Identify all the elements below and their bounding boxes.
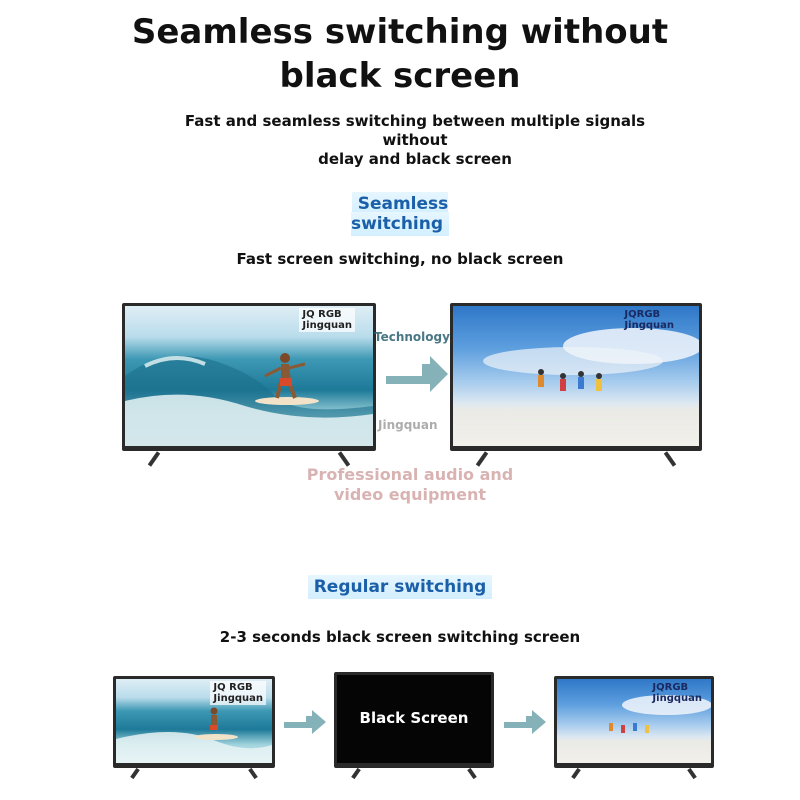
tv-screen-black bbox=[337, 675, 491, 763]
tv-leg bbox=[248, 768, 258, 779]
tv-screen-surf bbox=[116, 679, 272, 763]
seamless-caption: Fast screen switching, no black screen bbox=[236, 250, 564, 268]
tv-frame bbox=[122, 303, 376, 451]
tv-leg bbox=[130, 768, 140, 779]
tv-leg bbox=[467, 768, 477, 779]
watermark-jq-rgb: JQ RGB Jingquan bbox=[210, 681, 266, 705]
tv-leg bbox=[351, 768, 361, 779]
tv-leg bbox=[571, 768, 581, 779]
arrow-right-icon bbox=[282, 708, 328, 736]
tv-frame bbox=[450, 303, 702, 451]
regular-switching-text: Regular switching bbox=[308, 575, 493, 599]
watermark-jqrgb: JQRGB Jingquan bbox=[624, 309, 674, 331]
tv-beach-regular bbox=[554, 676, 714, 778]
black-screen-label: Black Screen bbox=[359, 709, 469, 727]
tv-screen-surf bbox=[125, 306, 373, 446]
tv-beach-seamless bbox=[450, 303, 702, 465]
tv-screen-beach bbox=[453, 306, 699, 446]
regular-caption: 2-3 seconds black screen switching screen bbox=[219, 628, 581, 646]
arrow-right-icon bbox=[382, 348, 452, 394]
title-line-1: Seamless switching without bbox=[131, 12, 669, 52]
subtitle-line-1: Fast and seamless switching between multiple signals without bbox=[184, 112, 646, 149]
tv-leg bbox=[148, 451, 160, 466]
overlay-jingquan: Jingquan bbox=[378, 418, 438, 432]
watermark-jqrgb: JQRGB Jingquan bbox=[652, 682, 702, 704]
tv-frame bbox=[334, 672, 494, 768]
tv-surf-regular bbox=[113, 676, 275, 778]
overlay-professional: Professional audio and video equipment bbox=[306, 465, 514, 504]
subtitle bbox=[160, 112, 670, 169]
tv-screen-beach bbox=[557, 679, 711, 763]
watermark-jq-rgb: JQ RGB Jingquan bbox=[299, 308, 355, 332]
tv-leg bbox=[664, 451, 676, 466]
tv-frame bbox=[554, 676, 714, 768]
regular-switching-label bbox=[300, 577, 500, 597]
title-line-2: black screen bbox=[279, 56, 521, 96]
tv-frame bbox=[113, 676, 275, 768]
overlay-technology: Technology bbox=[374, 330, 450, 344]
page-title bbox=[0, 10, 800, 98]
tv-black-screen bbox=[334, 672, 494, 778]
tv-leg bbox=[687, 768, 697, 779]
tv-surf-seamless bbox=[122, 303, 376, 465]
arrow-right-icon bbox=[502, 708, 548, 736]
subtitle-line-2: delay and black screen bbox=[318, 150, 512, 168]
seamless-switching-text: Seamless switching bbox=[350, 194, 449, 234]
seamless-switching-label bbox=[300, 194, 500, 234]
